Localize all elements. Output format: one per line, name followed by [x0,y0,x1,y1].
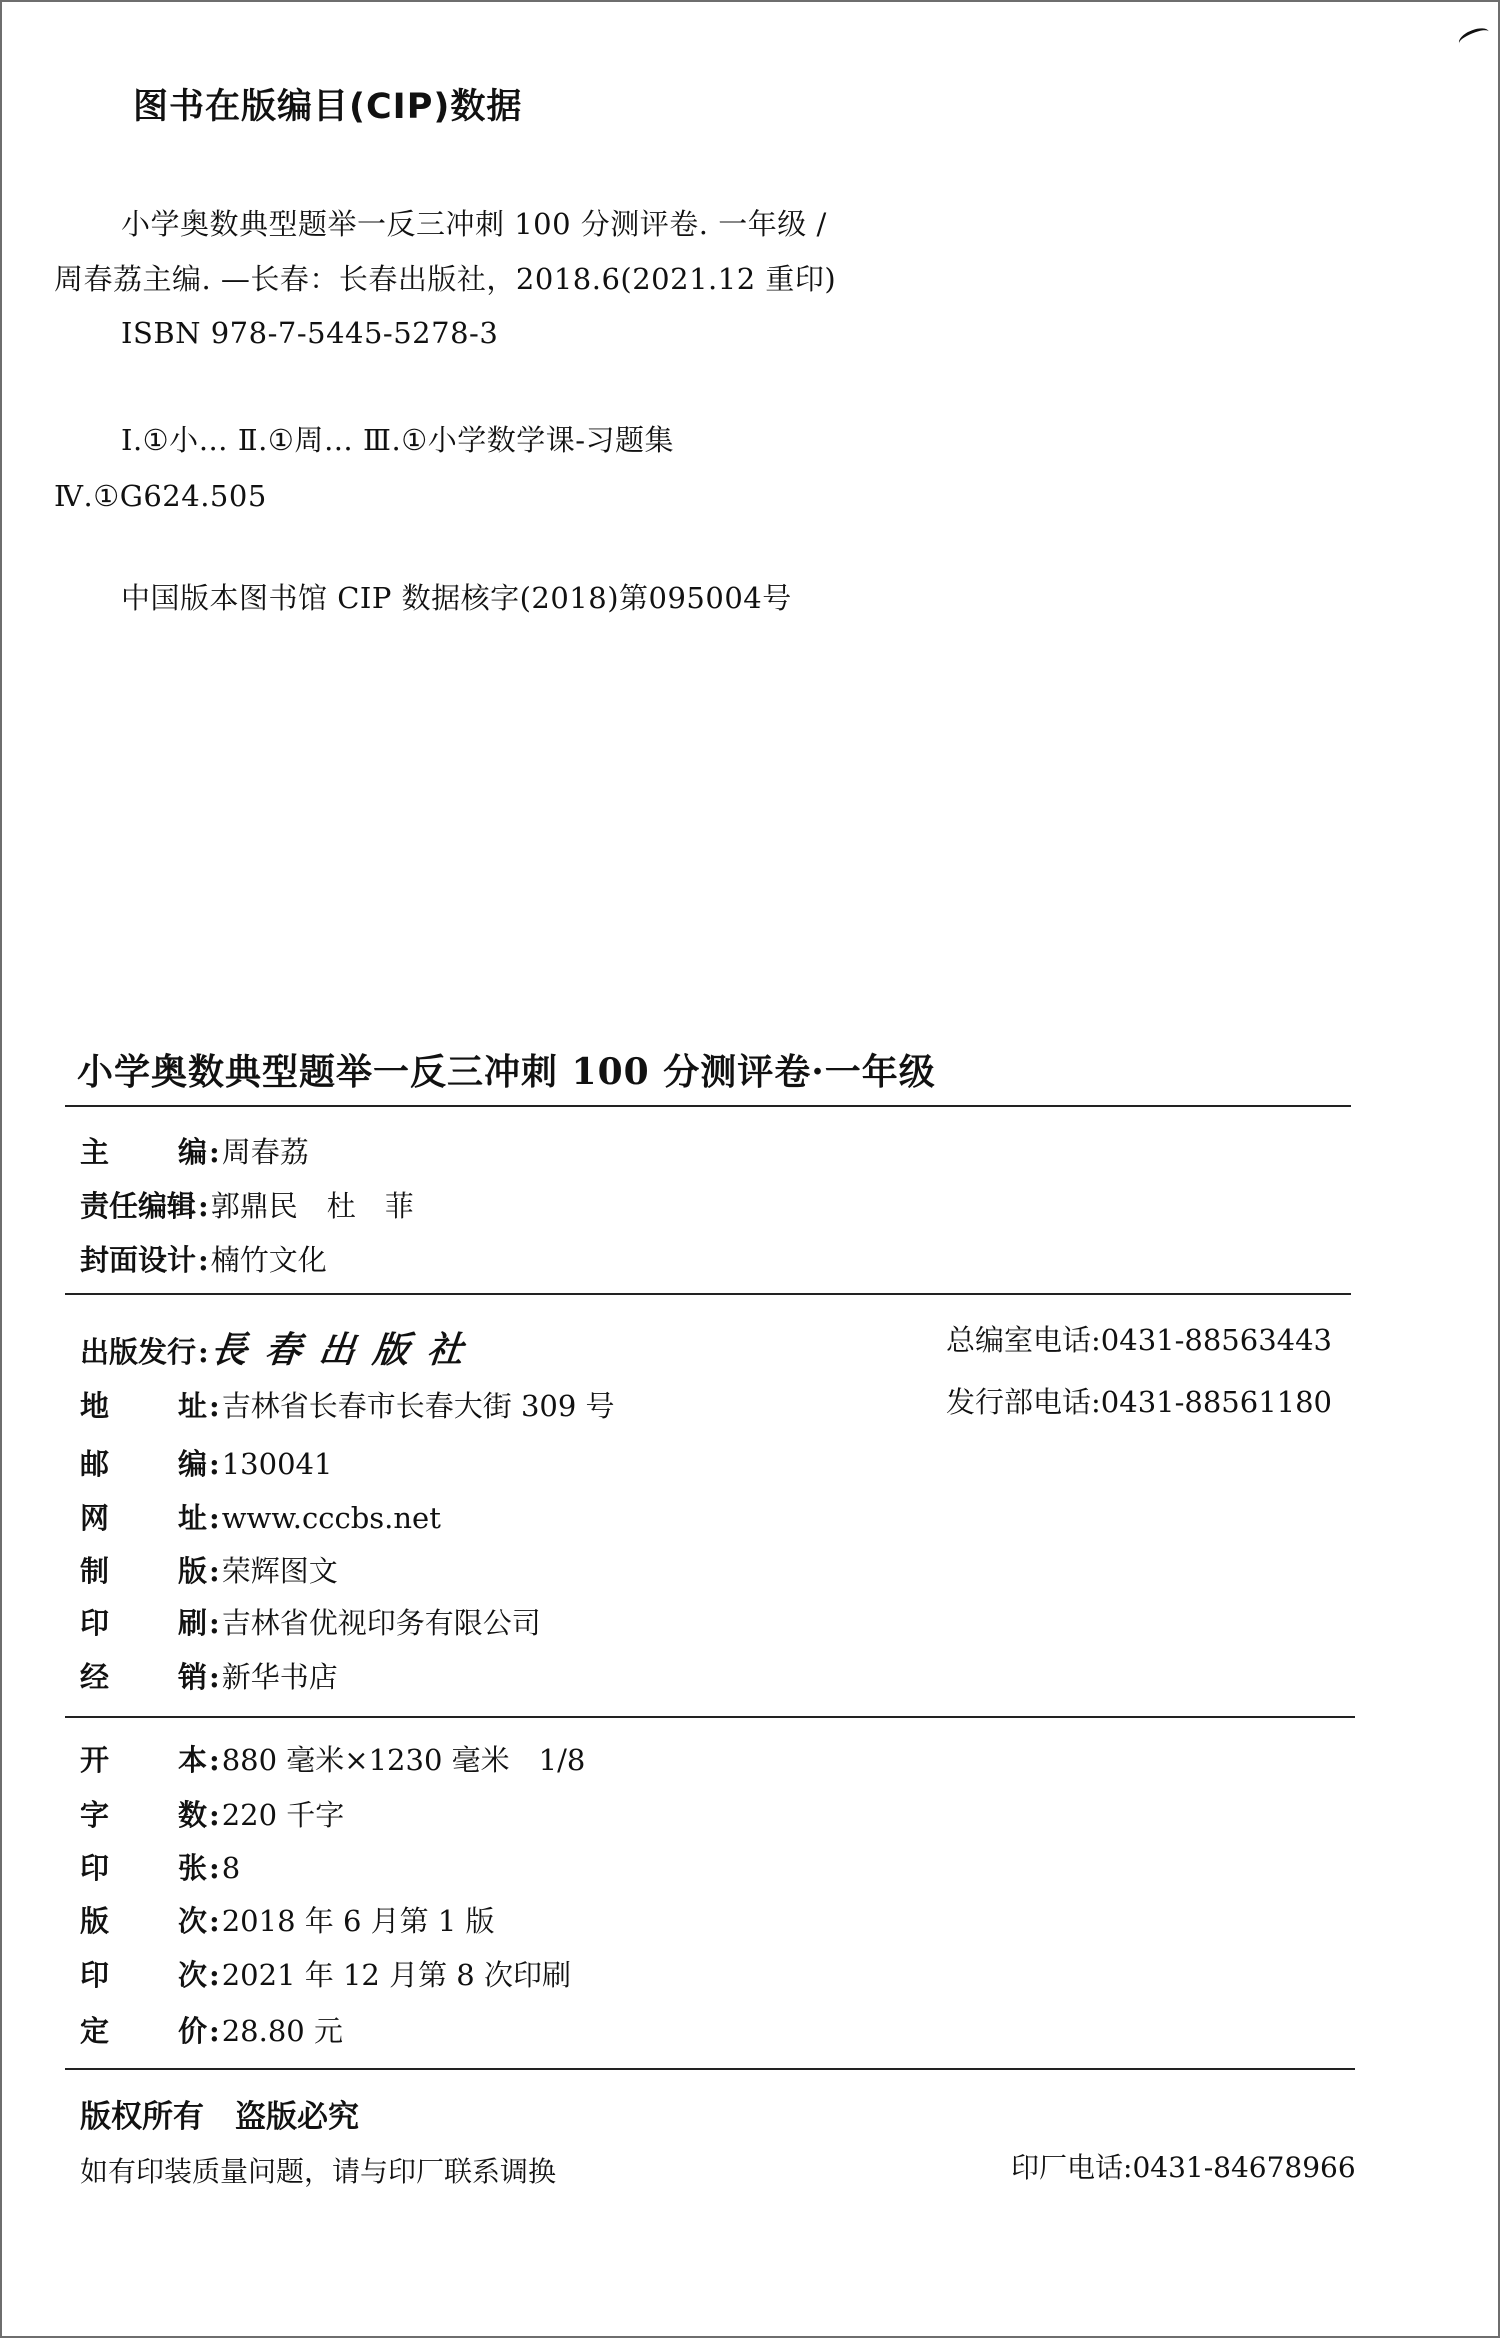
label-char: 邮 [80,1447,110,1481]
chief-editor-value: 周春荔 [221,1135,309,1169]
responsible-editor-value: 郭鼎民 杜 菲 [210,1189,414,1223]
distribution-row [80,1660,338,1694]
cover-design-value: 楠竹文化 [210,1243,327,1277]
colon: : [209,1501,220,1535]
editor-row [80,1135,309,1169]
word-count-row [80,1798,345,1832]
label-char: 址 [178,1501,208,1535]
website-row [80,1501,441,1535]
label-char: 定 [80,2014,110,2048]
editorial-office-phone [946,1323,1333,1357]
label-char: 主 [80,1135,110,1169]
label-char: 印 [80,1958,110,1992]
label: 印厂电话 [1011,2151,1124,2184]
cip-heading: 图书在版编目(CIP)数据 [133,87,523,127]
printer-phone [1011,2151,1356,2184]
label-char: 字 [80,1798,110,1832]
postcode-row [80,1447,333,1481]
publisher-logo-text: 長春出版社 [208,1329,483,1371]
postcode-value: 130041 [221,1447,333,1481]
divider [65,2068,1355,2070]
colon: : [209,1447,220,1481]
label: 出版发行 [80,1335,197,1369]
label-char: 址 [178,1389,208,1423]
cover-design-row [80,1243,327,1277]
colon: : [209,1554,220,1588]
edition-row [80,1904,495,1938]
label-char: 网 [80,1501,110,1535]
printed-sheets-row [80,1851,241,1885]
label-char: 张 [178,1851,208,1885]
label: 责任编辑 [80,1189,197,1223]
label-char: 数 [178,1798,208,1832]
colon: : [209,2014,220,2048]
pen-mark [1456,25,1491,51]
word-count-value: 220 千字 [221,1798,345,1832]
colon: : [198,1189,209,1223]
responsible-editor-row [80,1189,414,1223]
price-row [80,2014,343,2048]
impression-row [80,1958,571,1992]
label-char: 版 [178,1554,208,1588]
label-char: 本 [178,1743,208,1777]
format-value: 880 毫米×1230 毫米 1/8 [221,1743,586,1777]
printed-sheets-value: 8 [221,1851,241,1885]
colon: : [1091,1385,1101,1419]
label-char: 价 [178,2014,208,2048]
divider [65,1105,1351,1107]
colon: : [209,1743,220,1777]
colon: : [209,1798,220,1832]
colon: : [209,1135,220,1169]
label: 发行部电话 [946,1385,1092,1419]
label-char: 次 [178,1958,208,1992]
copyright-notice: 版权所有 盗版必究 [80,2099,359,2135]
colon: : [209,1389,220,1423]
phone-value: 0431-88563443 [1100,1323,1333,1357]
label-char: 地 [80,1389,110,1423]
cip-title-line: 小学奥数典型题举一反三冲刺 100 分测评卷. 一年级 / [121,207,827,241]
label: 封面设计 [80,1243,197,1277]
colon: : [198,1335,209,1369]
colon: : [209,1904,220,1938]
label-char: 制 [80,1554,110,1588]
colon: : [1091,1323,1101,1357]
cip-isbn: ISBN 978-7-5445-5278-3 [121,316,499,350]
phone-value: 0431-84678966 [1132,2151,1356,2184]
printer-value: 吉林省优视印务有限公司 [221,1606,541,1640]
label-char: 印 [80,1606,110,1640]
book-title: 小学奥数典型题举一反三冲刺 100 分测评卷·一年级 [77,1051,936,1093]
cip-classification-2: Ⅳ.①G624.505 [54,479,267,513]
address-value: 吉林省长春市长春大街 309 号 [221,1389,615,1423]
impression-value: 2021 年 12 月第 8 次印刷 [221,1958,571,1992]
label-char: 印 [80,1851,110,1885]
cip-classification-1: Ⅰ.①小… Ⅱ.①周… Ⅲ.①小学数学课-习题集 [121,423,675,457]
label-char: 销 [178,1660,208,1694]
address-row [80,1389,615,1423]
price-value: 28.80 元 [221,2014,343,2048]
plate-making-value: 荣辉图文 [221,1554,338,1588]
colon: : [198,1243,209,1277]
colon: : [209,1851,220,1885]
label-char: 版 [80,1904,110,1938]
colon: : [209,1606,220,1640]
format-row [80,1743,586,1777]
label-char: 编 [178,1447,208,1481]
quality-notice: 如有印装质量问题，请与印厂联系调换 [80,2155,557,2188]
colon: : [1123,2151,1133,2184]
plate-making-row [80,1554,338,1588]
website-value: www.cccbs.net [221,1501,441,1535]
distribution-dept-phone [946,1385,1333,1419]
cip-number: 中国版本图书馆 CIP 数据核字(2018)第095004号 [121,581,792,615]
publisher-row [80,1329,483,1371]
divider [65,1293,1351,1295]
phone-value: 0431-88561180 [1100,1385,1333,1419]
edition-value: 2018 年 6 月第 1 版 [221,1904,495,1938]
printing-row [80,1606,541,1640]
label-char: 编 [178,1135,208,1169]
divider [65,1716,1355,1718]
label-char: 经 [80,1660,110,1694]
cip-author-line: 周春荔主编. —长春：长春出版社，2018.6(2021.12 重印) [54,262,837,296]
label-char: 次 [178,1904,208,1938]
colon: : [209,1660,220,1694]
colon: : [209,1958,220,1992]
distributor-value: 新华书店 [221,1660,338,1694]
label: 总编室电话 [946,1323,1092,1357]
label-char: 开 [80,1743,110,1777]
label-char: 刷 [178,1606,208,1640]
